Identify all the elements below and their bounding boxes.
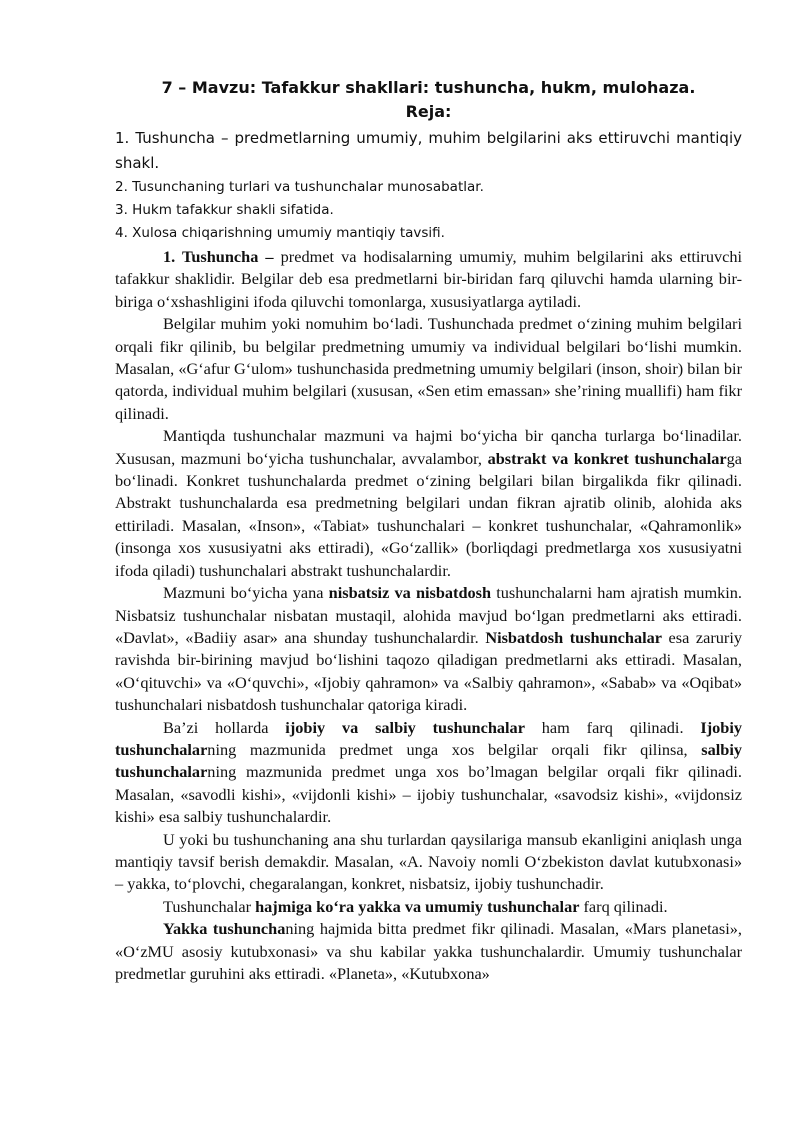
body-paragraph: [115, 918, 742, 985]
body-paragraph: [115, 425, 742, 582]
bold-term: nisbatsiz va nisbatdosh: [328, 583, 492, 603]
paragraph-text: tushunchalarni ham ajratish mumkin. Nisbatsiz tushunchalar nisbatan mustaqil, alohida mavjud bo‘lgan predmetlarni aks ettiradi. «Davlat», «Badiiy asar» ana shunday tushunchalardir.: [115, 583, 742, 647]
paragraph-text: farq qilinadi.: [579, 896, 668, 916]
paragraph-text: ning mazmunida predmet unga xos belgilar orqali fikr qilinsa,: [207, 739, 702, 759]
body-paragraph: [115, 829, 742, 896]
bold-term: Yakka tushuncha: [163, 919, 286, 939]
plan-heading: Reja:: [405, 102, 452, 121]
bold-term: 1. Tushuncha –: [163, 247, 274, 266]
paragraph-text: esa zaruriy ravishda bir-birining mavjud bo‘lishini taqozo qiladigan predmetlarni aks ettiradi. Masalan, «O‘qituvchi» va «O‘quvchi», «Ijobiy qahramon» va «Salbiy qahramon», «Sabab» va «Oqibat» tushunchalari nisbatdosh tushunchalar qatoriga kiradi.: [115, 627, 742, 715]
paragraph-text: ning hajmida bitta predmet fikr qilinadi. Masalan, «Mars planetasi», «O‘zMU asosiy kutubxonasi» va shu kabilar yakka tushunchalardir. Umumiy tushunchalar predmetlar guruhini aks ettiradi. «Planeta», «Kutubxona»: [115, 919, 742, 983]
body-paragraph: [115, 582, 742, 716]
bold-term: Ijobiy tushunchalar: [115, 717, 742, 759]
paragraph-text: predmet va hodisalarning umumiy, muhim belgilarini aks ettiruvchi tafakkur shaklidir. Belgilar deb esa predmetlarni bir-biridan farq qiluvchi hamda ularning bir-biriga o‘xshashligini ifoda qiluvchi tomonlarga, xususiyatlarga aytiladi.: [115, 247, 743, 311]
paragraph-text: ning mazmunida predmet unga xos bo’lmagan belgilar orqali fikr qilinadi. Masalan, «savodli kishi», «vijdonli kishi» – ijobiy tushunchalar, «savodsiz kishi», «vijdonsiz kishi» esa salbiy tushunchalardir.: [115, 762, 742, 827]
paragraph-text: U yoki bu tushunchaning ana shu turlardan qaysilariga mansub ekanligini aniqlash unga mantiqiy tavsif berish demakdir. Masalan, «A. Navoiy nomli O‘zbekiston davlat kutubxonasi» – yakka, to‘plovchi, chegaralangan, konkret, nisbatsiz, ijobiy tushunchadir.: [115, 829, 742, 894]
bold-term: salbiy tushunchalar: [115, 739, 742, 782]
paragraph-text: Mazmuni bo‘yicha yana: [163, 583, 329, 603]
body-paragraph: [115, 717, 742, 829]
paragraph-text: Ba’zi hollarda: [163, 717, 286, 737]
body-paragraph: [115, 896, 742, 918]
document-title: 7 – Mavzu: Tafakkur shakllari: tushuncha, hukm, mulohaza.: [161, 78, 696, 97]
bold-term: abstrakt va konkret tushunchalar: [487, 448, 727, 468]
paragraph-text: Tushunchalar: [163, 896, 256, 916]
bold-term: hajmiga ko‘ra yakka va umumiy tushunchalar: [255, 896, 580, 916]
plan-item: 3. Hukm tafakkur shakli sifatida.: [115, 202, 334, 218]
plan-item: 2. Tusunchaning turlari va tushunchalar munosabatlar.: [115, 179, 484, 195]
document-body: [115, 246, 742, 985]
body-paragraph: [115, 313, 742, 425]
bold-term: Nisbatdosh tushunchalar: [485, 627, 662, 647]
plan-item: 1. Tushuncha – predmetlarning umumiy, muhim belgilarini aks ettiruvchi mantiqiy shakl.: [115, 129, 742, 172]
bold-term: ijobiy va salbiy tushunchalar: [285, 717, 525, 737]
plan-item: 4. Xulosa chiqarishning umumiy mantiqiy tavsifi.: [115, 225, 445, 241]
plan-list: [115, 126, 742, 245]
paragraph-text: ga bo‘linadi. Konkret tushunchalarda predmet o‘zining belgilari bilan birgalikda fikr qilinadi. Abstrakt tushunchalarda esa predmetning belgilari undan fikran ajratib olinib, alohida aks ettiriladi. Masalan, «Inson», «Tabiat» tushunchalari – konkret tushunchalar, «Qahramonlik» (insonga xos xususiyatni aks ettiradi), «Go‘zallik» (borliqdagi predmetlarga xos xususiyatni ifoda qiladi) tushunchalari abstrakt tushunchalardir.: [115, 448, 743, 580]
body-paragraph: [115, 246, 742, 313]
paragraph-text: Mantiqda tushunchalar mazmuni va hajmi bo‘yicha bir qancha turlarga bo‘linadilar. Xususan, mazmuni bo‘yicha tushunchalar, avvalambor,: [115, 426, 742, 468]
paragraph-text: ham farq qilinadi.: [524, 717, 701, 737]
paragraph-text: Belgilar muhim yoki nomuhim bo‘ladi. Tushunchada predmet o‘zining muhim belgilari orqali fikr qilinib, bu belgilar predmetning umumiy va individual belgilari bo‘lishi mumkin. Masalan, «G‘afur G‘ulom» tushunchasida predmetning umumiy belgilari (inson, shoir) bilan bir qatorda, individual muhim belgilari (xususan, «Sen etim emassan» she’rining muallifi) ham fikr qilinadi.: [115, 314, 742, 423]
document-page: [115, 76, 742, 985]
